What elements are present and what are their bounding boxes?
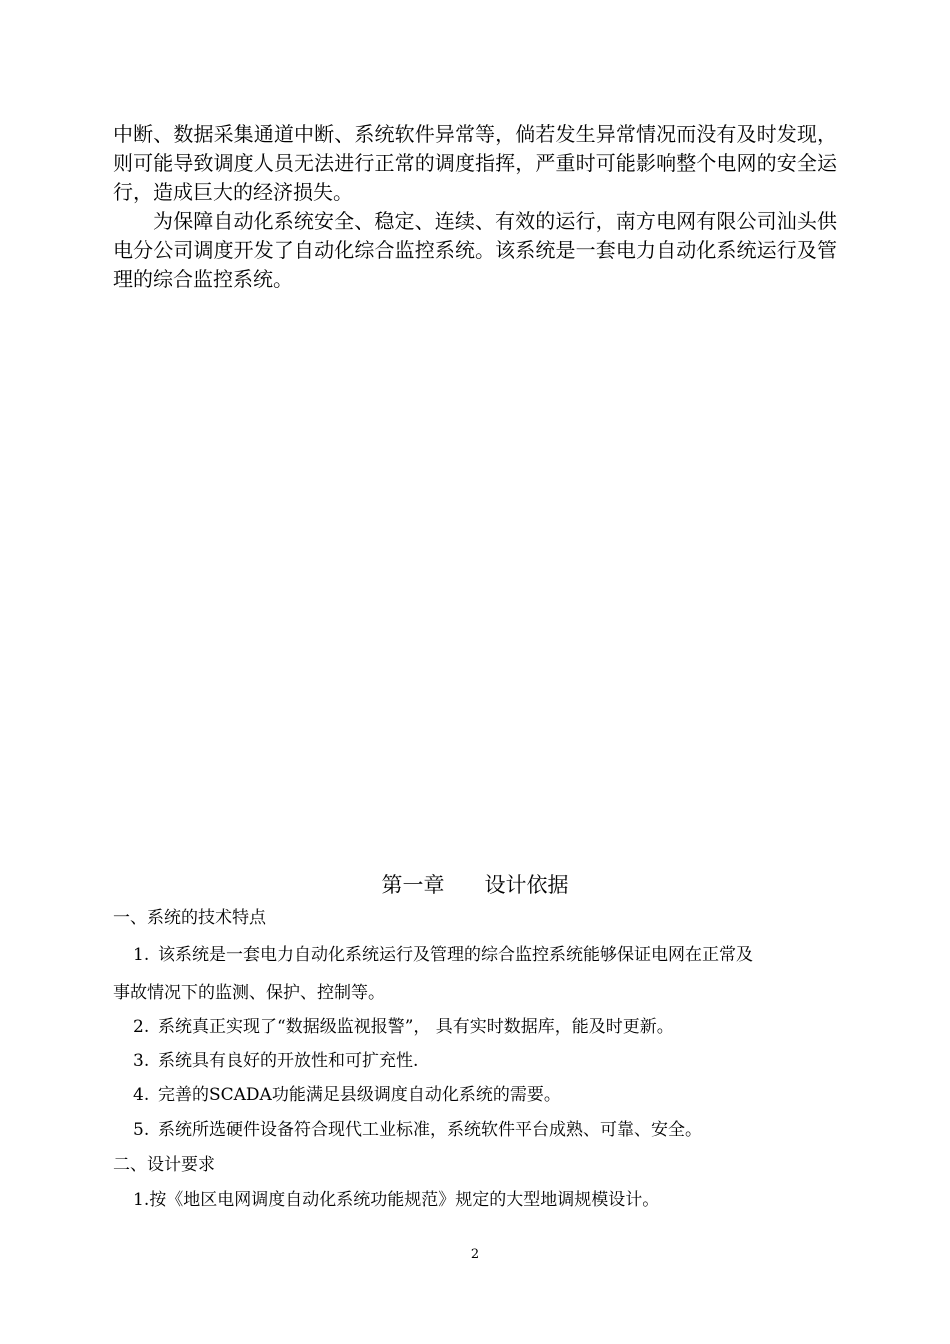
list-item-number: 1.: [133, 1190, 150, 1210]
intro-paragraph-1: 中断、数据采集通道中断、系统软件异常等，倘若发生异常情况而没有及时发现，则可能导致调度人员无法进行正常的调度指挥，严重时可能影响整个电网的安全运行，造成巨大的经济损失。: [113, 122, 837, 204]
list-item-text: 系统所选硬件设备符合现代工业标准，系统软件平台成熟、可靠、安全。: [158, 1120, 702, 1140]
list-item-text: 按《地区电网调度自动化系统功能规范》规定的大型地调规模设计。: [149, 1190, 660, 1210]
list-item: [133, 1049, 418, 1073]
list-item: [133, 943, 753, 967]
list-item-text: 系统真正实现了“数据级监视报警”， 具有实时数据库，能及时更新。: [158, 1017, 674, 1037]
list-item-text: 系统具有良好的开放性和可扩充性.: [158, 1051, 419, 1071]
chapter-name: 设计依据: [484, 873, 569, 897]
page-number: 2: [470, 1247, 480, 1262]
chapter-title: [0, 870, 950, 900]
section-heading-technical-features: 一、系统的技术特点: [113, 908, 266, 928]
intro-text: [113, 120, 837, 294]
list-item-number: 5.: [133, 1120, 150, 1140]
list-item-number: 3.: [133, 1051, 150, 1071]
list-item-number: 2.: [133, 1017, 150, 1037]
list-item-text: 完善的SCADA功能满足县级调度自动化系统的需要。: [158, 1085, 561, 1105]
chapter-label: 第一章: [381, 873, 445, 897]
list-item-number: 4.: [133, 1085, 150, 1105]
list-item: [133, 1015, 674, 1039]
list-item-continuation: 事故情况下的监测、保护、控制等。: [113, 983, 385, 1003]
list-item-number: 1.: [133, 945, 150, 965]
list-item: [133, 1118, 702, 1142]
intro-paragraph-2: 为保障自动化系统安全、稳定、连续、有效的运行，南方电网有限公司汕头供电分公司调度开发了自动化综合监控系统。该系统是一套电力自动化系统运行及管理的综合监控系统。: [113, 209, 837, 291]
section-heading-design-requirements: 二、设计要求: [113, 1155, 215, 1175]
list-item-text: 该系统是一套电力自动化系统运行及管理的综合监控系统能够保证电网在正常及: [158, 945, 753, 965]
list-item: [133, 1188, 659, 1212]
list-item: [133, 1083, 561, 1107]
